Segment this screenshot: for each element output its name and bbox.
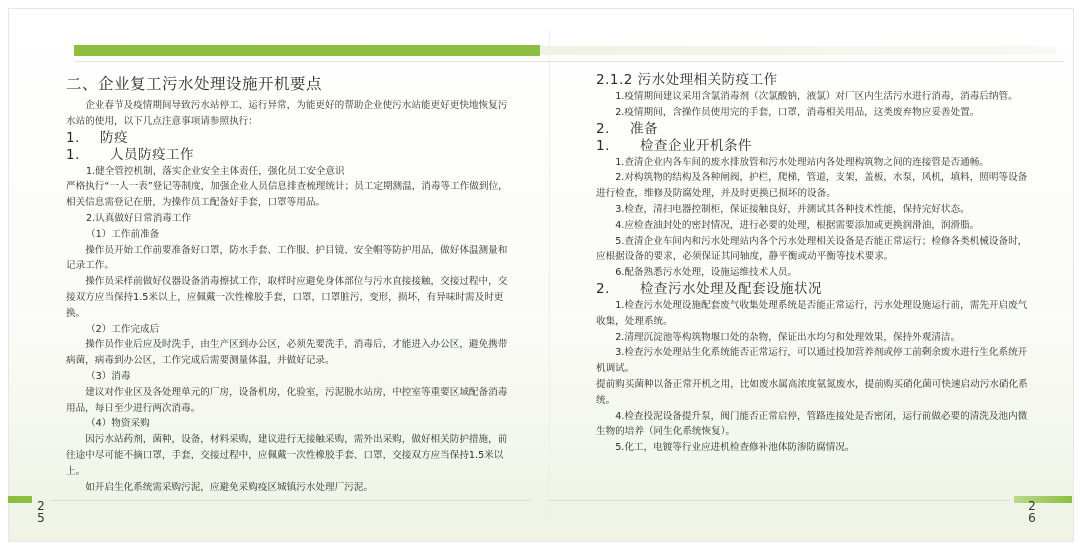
subheading: （1）工作前准备 <box>86 228 160 240</box>
paragraph: 因污水站药剂，菌种，设备，材料采购，建议进行无接触采购，需外出采购，做好相关防护措施，前往途中尽可能不摘口罩，手套，交接过程中，应佩戴一次性橡胶手套、口罩，交接双方应当保持1.5米以上。 <box>66 434 508 477</box>
subheading: （4）物资采购 <box>86 418 150 430</box>
subheading: （3）消毒 <box>86 370 131 382</box>
paragraph: 1.健全管控机制，落实企业安全主体责任，强化员工安全意识 <box>86 165 345 177</box>
footer-rule-right <box>548 500 1010 501</box>
paragraph: 5.化工，电镀等行业应进机检查修补池体防渗防腐情况。 <box>615 442 855 454</box>
paragraph: 3.检查污水处理站生化系统能否正常运行，可以通过投加营养剂或停工前剩余废水进行生化系统开机调试。 <box>596 347 1028 375</box>
subsection-title: 2.1.2 污水处理相关防疫工作 <box>596 72 778 88</box>
page-number-digit: 5 <box>37 511 45 525</box>
section-number: 2. <box>596 280 610 297</box>
subheading: （2）工作完成后 <box>86 323 160 335</box>
section-number: 1. <box>596 137 610 154</box>
section-heading-personnel <box>66 147 512 164</box>
section-number: 1. <box>66 129 80 146</box>
paragraph: 2.认真做好日常消毒工作 <box>86 212 192 224</box>
paragraph: 操作员作业后应及时洗手，由生产区到办公区，必须先要洗手，消毒后，才能进入办公区，避免携带病菌，病毒到办公区，工作完成后需要测量体温，并做好记录。 <box>66 339 508 367</box>
section-number: 2. <box>596 120 610 137</box>
header-accent-bar-right <box>540 46 1056 55</box>
paragraph: 2.清理沉淀池等构筑物堰口处的杂物，保证出水均匀和处理效果，保持外观清洁。 <box>615 331 961 343</box>
paragraph: 操作员开始工作前要准备好口罩，防水手套、工作服、护目镜、安全帽等防护用品，做好体温测量和记录工作。 <box>66 244 508 272</box>
paragraph: 1.查清企业内各车间的废水排放管和污水处理站内各处理构筑物之间的连接管是否通畅。 <box>615 156 989 168</box>
paragraph: 1.检查污水处理设施配套废气收集处理系统是否能正常运行，污水处理设施运行前，需先开启废气收集，处理系统。 <box>596 299 1028 327</box>
page-number-digit: 2 <box>1028 499 1036 513</box>
left-page <box>66 72 512 495</box>
header-rule <box>75 61 1065 62</box>
paragraph: 2.对构筑物的结构及各种闸阀，护栏，爬梯，管道，支架，盖板，水泵，风机，填料，照明等设备进行检查，维修及防腐处理，并及时更换已损坏的设备。 <box>596 172 1028 200</box>
paragraph: 操作员采样前做好仪器设备消毒擦拭工作，取样时应避免身体部位与污水直接接触，交接过程中，交接双方应当保持1.5米以上，应佩戴一次性橡胶手套，口罩，口罩脏污，变形，损坏，有异味时需及时更换。 <box>66 276 508 319</box>
right-page <box>596 72 1028 456</box>
page-title: 二、企业复工污水处理设施开机要点 <box>66 75 323 93</box>
page-number-right <box>1027 500 1037 524</box>
paragraph: 建议对作业区及各处理单元的厂房，设备机房，化验室，污泥脱水站房，中控室等重要区域配备消毒用品，每日至少进行两次消毒。 <box>66 386 508 414</box>
paragraph: 3.检查，清扫电器控制柜，保证接触良好，并测试其各种技术性能，保持完好状态。 <box>615 203 970 215</box>
intro-paragraph: 企业春节及疫情期间导致污水站停工、运行异常，为能更好的帮助企业使污水站能更好更快地恢复污水站的使用，以下几点注意事项请参照执行： <box>66 100 508 127</box>
page-number-left <box>36 500 46 524</box>
section-title: 人员防疫工作 <box>110 146 194 163</box>
section-heading-startup-conditions <box>596 138 1028 155</box>
section-heading-preparation <box>596 121 1028 138</box>
paragraph: 6.配备熟悉污水处理，设施运维技术人员。 <box>615 267 798 279</box>
paragraph: 1.疫情期间建议采用含氯消毒剂（次氯酸钠，液氯）对厂区内生活污水进行消毒，消毒后纳管。 <box>615 91 1018 102</box>
footer-accent-bar-left <box>8 496 32 503</box>
paragraph: 严格执行“一人一表”登记等制度，加强企业人员信息排查梳理统计；员工定期测温，消毒等工作做到位，相关信息需登记在册，为操作员工配备好手套，口罩等用品。 <box>66 181 508 209</box>
page-number-digit: 2 <box>37 499 45 513</box>
page-number-digit: 6 <box>1028 511 1036 525</box>
paragraph: 4.应检查油封处的密封情况，进行必要的处理，根据需要添加或更换润滑油，润滑脂。 <box>615 219 980 231</box>
section-title: 防疫 <box>100 129 128 146</box>
paragraph: 如开启生化系统需采购污泥，应避免采购疫区城镇污水处理厂污泥。 <box>85 481 373 493</box>
footer-rule-left <box>50 500 530 501</box>
header-accent-bar-left <box>74 45 540 56</box>
section-number: 1. <box>66 146 80 163</box>
section-heading-facility-status <box>596 281 1028 298</box>
section-title: 检查污水处理及配套设施状况 <box>640 280 822 297</box>
footer-accent-bar-right <box>1014 496 1072 503</box>
section-title: 检查企业开机条件 <box>640 137 752 154</box>
section-title: 准备 <box>630 120 658 137</box>
paragraph: 2.疫情期间，含操作员使用完的手套，口罩，消毒相关用品，这类废弃物应妥善处置。 <box>615 106 980 118</box>
paragraph: 4.检查投泥设备提升泵，阀门能否正常启停，管路连接处是否密闭，运行前做必要的清洗及池内微生物的培养（同生化系统恢复）。 <box>596 410 1028 438</box>
paragraph: 5.查清企业车间内和污水处理站内各个污水处理相关设备是否能正常运行；检修各类机械设备时，应根据设备的要求，必须保证其同轴度，静平衡或动平衡等技术要求。 <box>596 235 1028 263</box>
section-heading-epidemic <box>66 130 512 147</box>
paragraph: 提前购买菌种以备正常开机之用，比如废水属高浓度氨氮废水，提前购买硝化菌可快速启动污水硝化系统。 <box>596 378 1028 406</box>
page-fold <box>549 29 550 524</box>
